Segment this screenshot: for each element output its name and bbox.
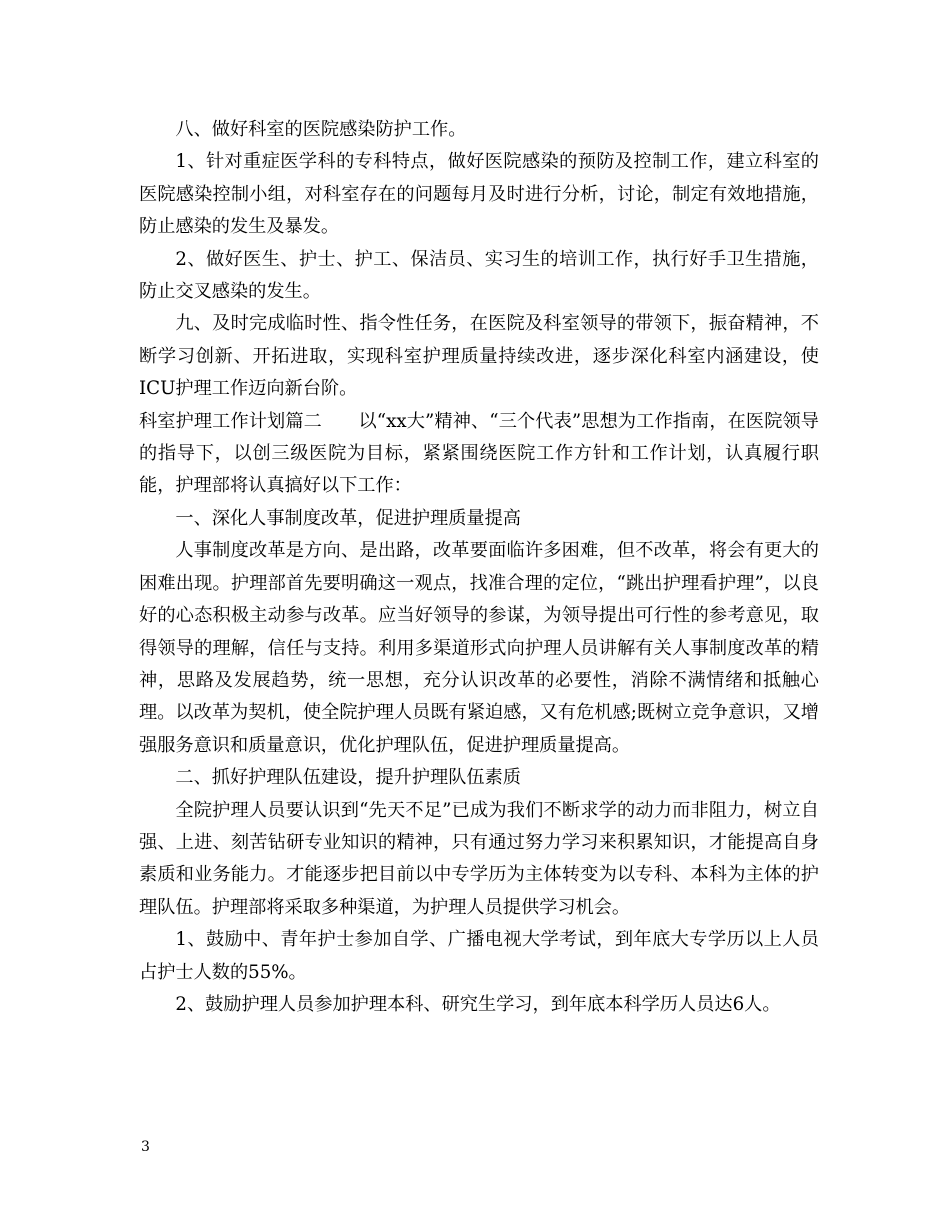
paragraph: 1、针对重症医学科的专科特点，做好医院感染的预防及控制工作，建立科室的医院感染控制小组，对科室存在的问题每月及时进行分析，讨论，制定有效地措施，防止感染的发生及暴发。 (139, 151, 819, 238)
page-number: 3 (141, 1139, 150, 1155)
document-body (139, 114, 819, 1021)
list-item: 1、鼓励中、青年护士参加自学、广播电视大学考试，到年底大专学历以上人员占护士人数的55%。 (139, 929, 819, 983)
paragraph: 2、做好医生、护士、护工、保洁员、实习生的培训工作，执行好手卫生措施，防止交叉感染的发生。 (139, 248, 819, 303)
plan-two-intro: 科室护理工作计划篇二 以“xx大”精神、“三个代表”思想为工作指南，在医院领导的指导下，以创三级医院为目标，紧紧围绕医院工作方针和工作计划，认真履行职能，护理部将认真搞好以下工作： (139, 410, 819, 497)
section-heading-9: 九、及时完成临时性、指令性任务，在医院及科室领导的带领下，振奋精神，不断学习创新、开拓进取，实现科室护理质量持续改进，逐步深化科室内涵建设，使ICU护理工作迈向新台阶。 (139, 313, 819, 400)
section-heading-1: 一、深化人事制度改革，促进护理质量提高 (175, 507, 521, 529)
section-heading-2: 二、抓好护理队伍建设，提升护理队伍素质 (175, 767, 521, 789)
paragraph: 全院护理人员要认识到“先天不足”已成为我们不断求学的动力而非阻力，树立自强、上进、刻苦钻研专业知识的精神，只有通过努力学习来积累知识，才能提高自身素质和业务能力。才能逐步把目前以中专学历为主体转变为以专科、本科为主体的护理队伍。护理部将采取多种渠道，为护理人员提供学习机会。 (139, 799, 819, 918)
list-item: 2、鼓励护理人员参加护理本科、研究生学习，到年底本科学历人员达6人。 (175, 993, 781, 1015)
paragraph: 人事制度改革是方向、是出路，改革要面临许多困难，但不改革，将会有更大的困难出现。护理部首先要明确这一观点，找准合理的定位，“跳出护理看护理”，以良好的心态积极主动参与改革。应当好领导的参谋，为领导提出可行性的参考意见，取得领导的理解，信任与支持。利用多渠道形式向护理人员讲解有关人事制度改革的精神，思路及发展趋势，统一思想，充分认识改革的必要性，消除不满情绪和抵触心理。以改革为契机，使全院护理人员既有紧迫感，又有危机感;既树立竞争意识，又增强服务意识和质量意识，优化护理队伍，促进护理质量提高。 (139, 540, 819, 756)
section-heading-8: 八、做好科室的医院感染防护工作。 (175, 119, 467, 140)
